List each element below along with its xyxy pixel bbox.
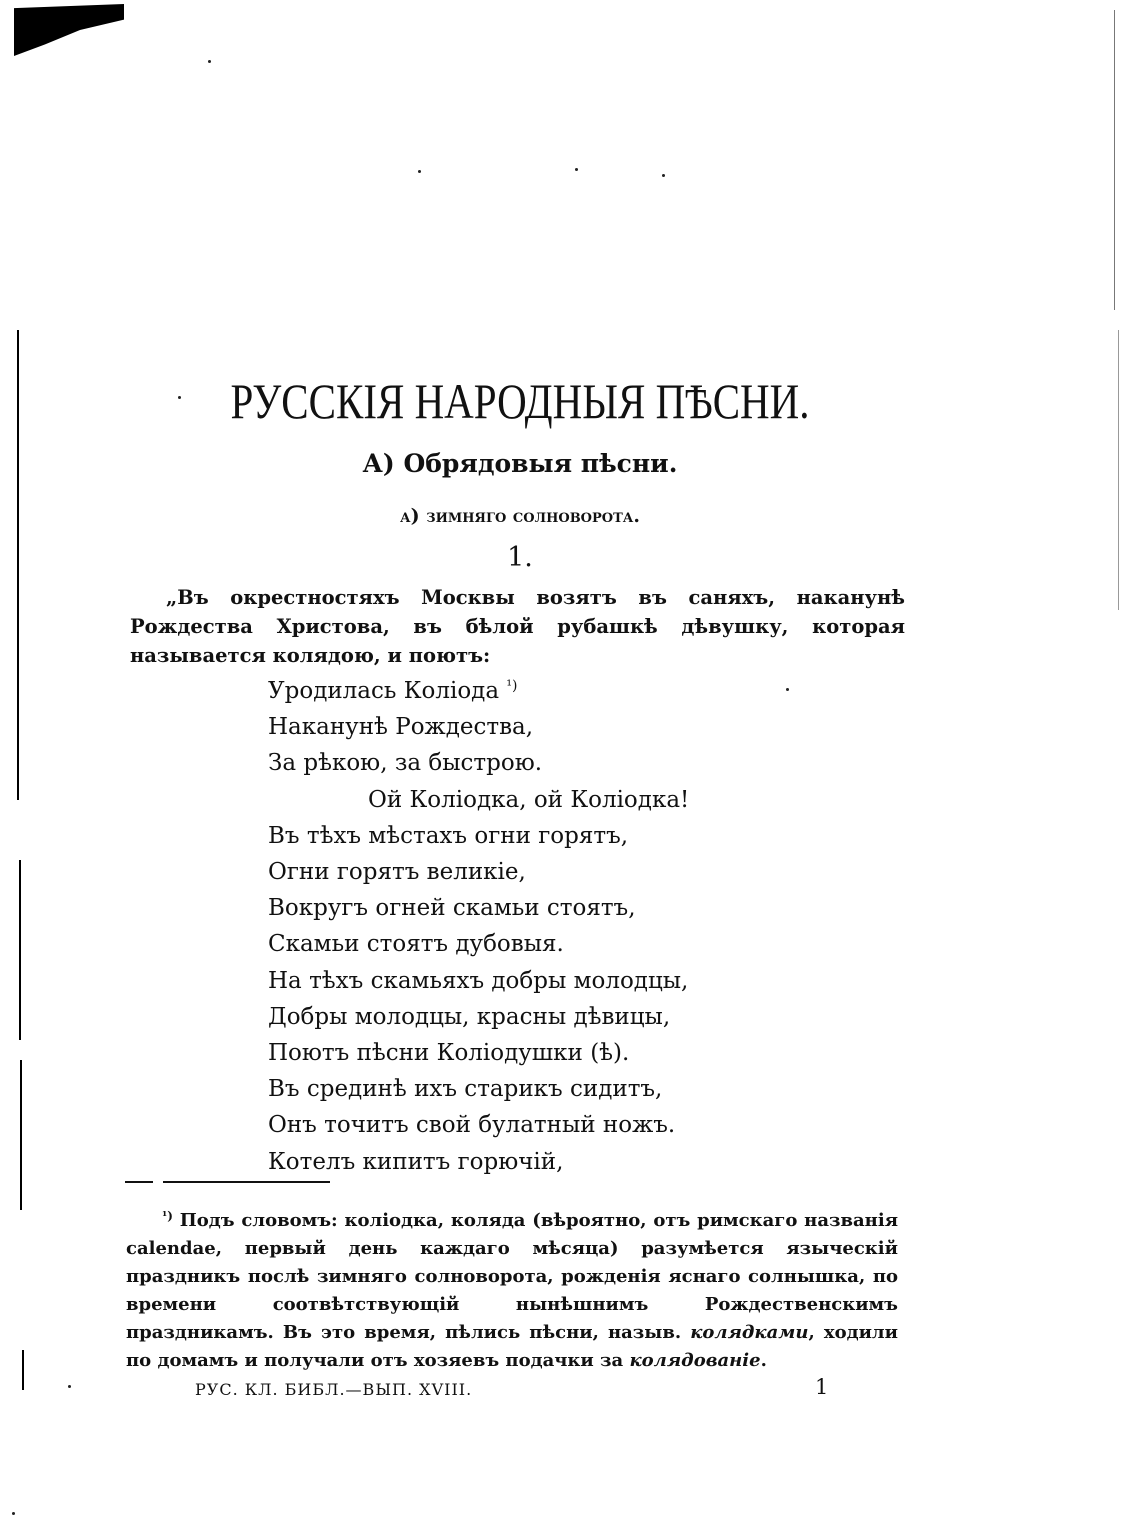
verse-line: Вокругъ огней скамьи стоятъ, [268, 895, 636, 922]
footnote-emphasis: колядованіе [629, 1350, 761, 1371]
scan-dot [662, 174, 665, 177]
scan-edge-line [19, 860, 21, 1040]
verse-line: Въ тѣхъ мѣстахъ огни горятъ, [268, 822, 629, 849]
footnote-divider [125, 1181, 330, 1183]
scan-dot [208, 60, 211, 63]
scan-edge-line [1114, 10, 1115, 310]
footnote-reference[interactable]: ¹) [506, 678, 518, 694]
page-number: 1 [815, 1375, 829, 1399]
footnote [126, 1202, 898, 1375]
scan-edge-line [22, 1350, 24, 1390]
scan-edge-line [1118, 330, 1119, 610]
verse-line-text: Уродилась Коліода [268, 678, 500, 704]
intro-paragraph: „Въ окрестностяхъ Москвы возятъ въ саняхъ, наканунѣ Рождества Христова, въ бѣлой рубашкѣ дѣвушку, которая называется колядою, и поютъ: [130, 586, 905, 667]
footnote-text: Подъ словомъ: коліодка, коляда (вѣроятно, отъ римскаго названія calendae, первый день каждаго мѣсяца) разумѣется языческій праздникъ послѣ зимняго солноворота, рожденія яснаго солнышка, по времени соотвѣтствующій нынѣшнимъ Рождественскимъ праздникамъ. Въ это время, пѣлись пѣсни, назыв. [126, 1210, 898, 1343]
scan-dot [12, 1512, 15, 1515]
section-heading: А) Обрядовыя пѣсни. [362, 449, 678, 478]
scan-dot [786, 688, 789, 691]
verse-line: Добры молодцы, красны дѣвицы, [268, 1003, 671, 1030]
verse-line: Котелъ кипитъ горючій, [268, 1148, 564, 1175]
scan-edge-line [20, 1060, 22, 1210]
verse-line: Огни горятъ великіе, [268, 859, 526, 886]
footnote-text: , ходили по домамъ и получали отъ хозяевъ подачки за [126, 1322, 898, 1371]
divider-segment [125, 1181, 153, 1183]
subsection-heading: а) зимняго солноворота. [400, 505, 640, 527]
divider-segment [163, 1181, 330, 1183]
scan-dot [575, 168, 578, 171]
verse-line: Поютъ пѣсни Коліодушки (ѣ). [268, 1040, 630, 1067]
verse-line: За рѣкою, за быстрою. [268, 750, 543, 777]
song-verse [268, 668, 689, 1180]
scan-corner-mark [14, 4, 124, 56]
verse-refrain: Ой Коліодка, ой Коліодка! [368, 786, 690, 813]
scan-dot [418, 170, 421, 173]
footnote-text: . [760, 1350, 767, 1371]
footnote-emphasis: колядками [690, 1322, 809, 1343]
verse-line [268, 668, 689, 709]
verse-line: На тѣхъ скамьяхъ добры молодцы, [268, 967, 689, 994]
scan-dot [68, 1385, 71, 1388]
series-signature: РУС. КЛ. БИБЛ.—ВЫП. XVIII. [195, 1380, 473, 1399]
verse-line: Скамьи стоятъ дубовыя. [268, 931, 564, 958]
verse-line: Въ срединѣ ихъ старикъ сидитъ, [268, 1076, 663, 1103]
verse-line: Наканунѣ Рождества, [268, 714, 534, 741]
verse-line: Онъ точитъ свой булатный ножъ. [268, 1112, 676, 1139]
footnote-mark: ¹) [162, 1209, 173, 1223]
page-title: РУССКІЯ НАРОДНЫЯ ПѢСНИ. [230, 373, 810, 429]
song-number: 1. [507, 542, 533, 573]
